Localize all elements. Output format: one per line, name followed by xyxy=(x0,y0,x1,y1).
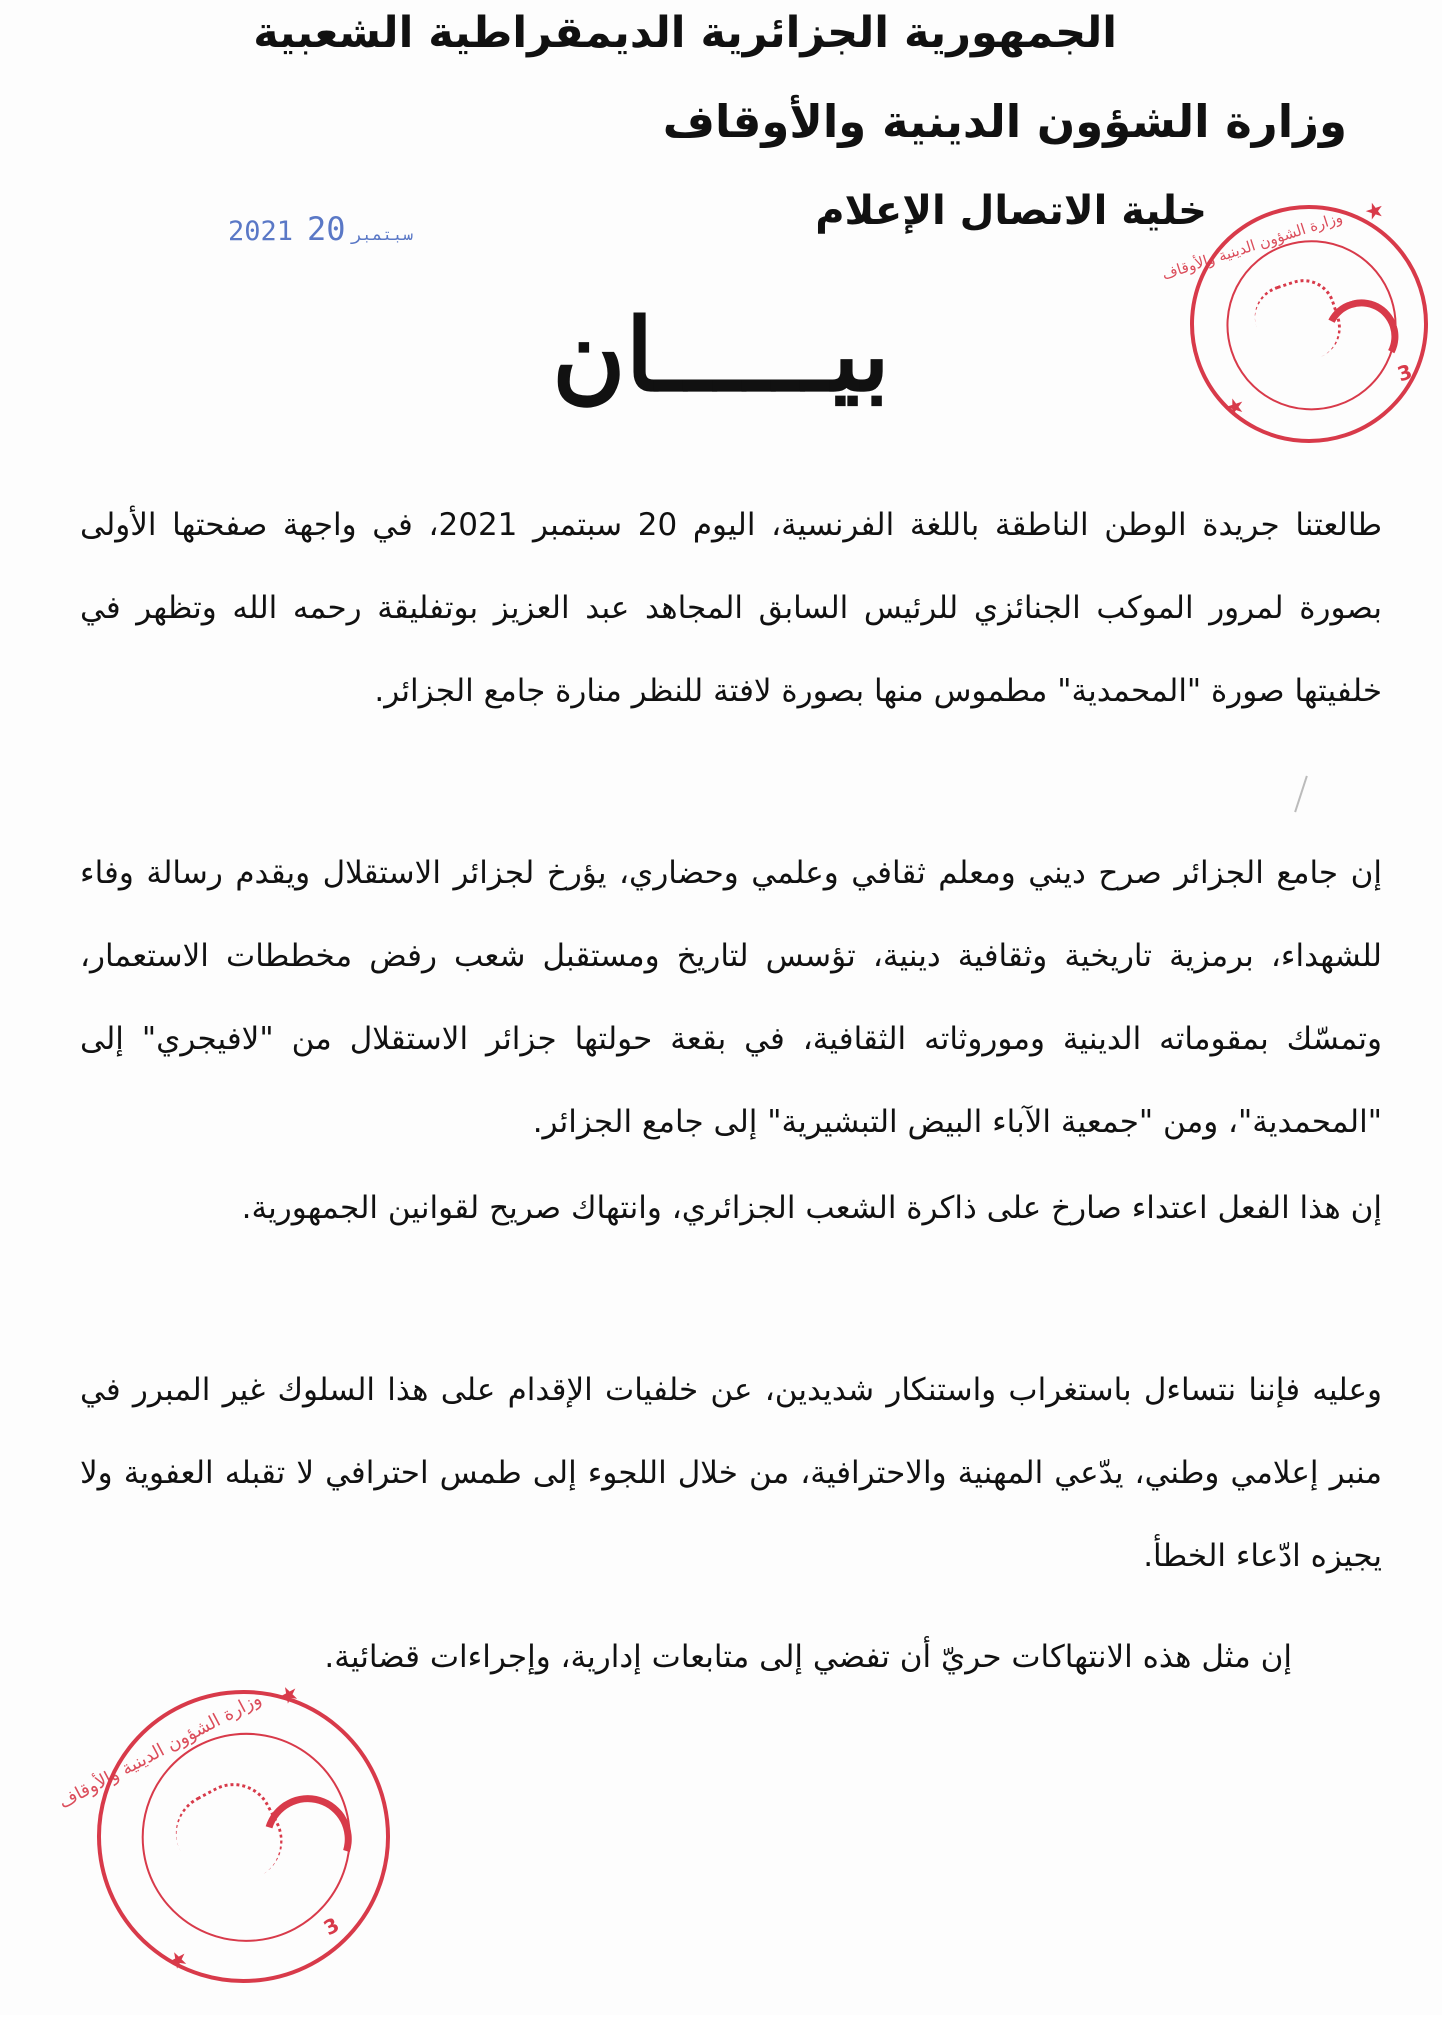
paragraph-3: إن هذا الفعل اعتداء صارخ على ذاكرة الشعب الجزائري، وانتهاك صريح لقوانين الجمهورية. xyxy=(241,1190,1382,1226)
date-stamp xyxy=(228,210,419,248)
communication-cell-heading: خلية الاتصال الإعلام xyxy=(815,188,1207,234)
seal-lettering: وزارة الشؤون الدينية والأوقاف xyxy=(1159,207,1345,284)
date-stamp-month: سبتمبر xyxy=(351,225,413,245)
ministry-heading: وزارة الشؤون الدينية والأوقاف xyxy=(662,95,1347,148)
star-icon: ★ xyxy=(1221,392,1249,423)
star-icon: ★ xyxy=(274,1679,304,1711)
paragraph-1: طالعتنا جريدة الوطن الناطقة باللغة الفرنسية، اليوم 20 سبتمبر 2021، في واجهة صفحتها الأولى بصورة لمرور الموكب الجنائزي للرئيس السابق المجاهد عبد العزيز بوتفليقة رحمه الله وتظهر في خلفيتها صورة "المحمدية" مطموس منها بصورة لافتة للنظر منارة جامع الجزائر. xyxy=(80,507,1382,709)
statement-title: بيــــــان xyxy=(552,296,890,414)
seal-number: 3 xyxy=(1394,359,1416,387)
date-stamp-day: 20 xyxy=(307,210,346,248)
star-icon: ★ xyxy=(1361,197,1389,227)
paragraph-4: وعليه فإننا نتساءل باستغراب واستنكار شديدين، عن خلفيات الإقدام على هذا السلوك غير المبرر في منبر إعلامي وطني، يدّعي المهنية والاحترافية، من خلال اللجوء إلى طمس احترافي لا تقبله العفوية ولا يجيزه ادّعاء الخطأ. xyxy=(80,1372,1382,1574)
seal-lettering: وزارة الشؤون الدينية والأوقاف xyxy=(55,1688,265,1814)
seal-number: 3 xyxy=(319,1912,344,1940)
scan-mark xyxy=(1294,776,1308,813)
paragraph-2: إن جامع الجزائر صرح ديني ومعلم ثقافي وعلمي وحضاري، يؤرخ لجزائر الاستقلال ويقدم رسالة وفاء للشهداء، برمزية تاريخية وثقافية دينية، تؤسس لتاريخ ومستقبل شعب رفض مخططات الاستعمار، وتمسّك بمقوماته الدينية وموروثاته الثقافية، في بقعة حولتها جزائر الاستقلال من "لافيجري" إلى "المحمدية"، ومن "جمعية الآباء البيض التبشيرية" إلى جامع الجزائر. xyxy=(80,855,1382,1140)
star-icon: ★ xyxy=(163,1944,194,1977)
paragraph-5: إن مثل هذه الانتهاكات حريّ أن تفضي إلى متابعات إدارية، وإجراءات قضائية. xyxy=(324,1639,1292,1675)
date-stamp-year: 2021 xyxy=(228,216,294,247)
republic-heading: الجمهورية الجزائرية الديمقراطية الشعبية xyxy=(253,8,1117,58)
